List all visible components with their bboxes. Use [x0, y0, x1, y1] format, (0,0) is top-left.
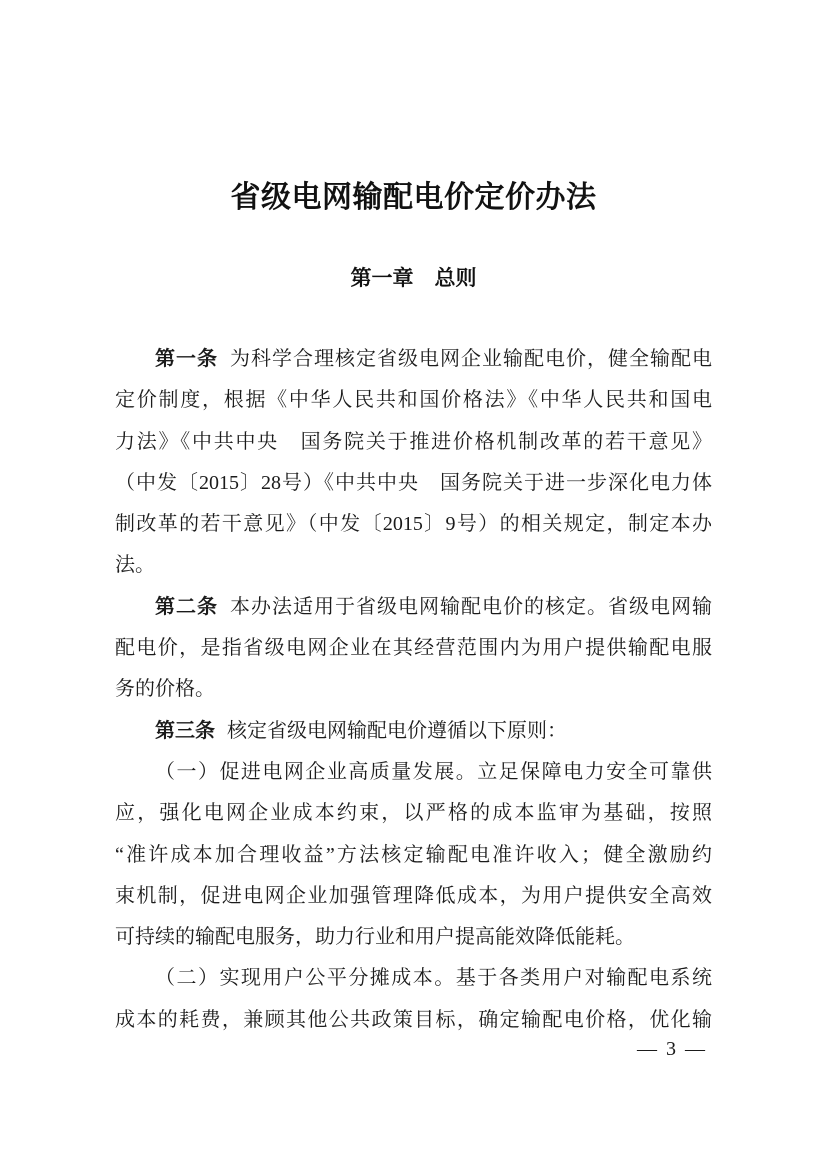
article-label: 第二条: [155, 595, 218, 618]
paragraph-line: [115, 669, 712, 710]
line-text: 定价制度，根据《中华人民共和国价格法》《中华人民共和国电: [115, 389, 712, 412]
line-text: 力法》《中共中央 国务院关于推进价格机制改革的若干意见》: [115, 430, 712, 453]
line-text: 成本的耗费，兼顾其他公共政策目标，确定输配电价格，优化输: [115, 1008, 712, 1031]
line-text: 本办法适用于省级电网输配电价的核定。省级电网输: [230, 595, 712, 618]
paragraph-line: [115, 1000, 712, 1041]
paragraph-line: [115, 628, 712, 669]
paragraph-line: [115, 504, 712, 545]
line-text: “准许成本加合理收益”方法核定输配电准许收入；健全激励约: [115, 843, 712, 866]
article-label: 第三条: [155, 719, 215, 742]
line-text: 核定省级电网输配电价遵循以下原则：: [227, 719, 567, 742]
document-body: [115, 339, 712, 1041]
paragraph-line: [115, 463, 712, 504]
line-text: 束机制，促进电网企业加强管理降低成本，为用户提供安全高效: [115, 884, 712, 907]
line-text: 制改革的若干意见》（中发〔2015〕9号）的相关规定，制定本办: [115, 513, 712, 536]
line-text: （中发〔2015〕28号）《中共中央 国务院关于进一步深化电力体: [115, 471, 712, 494]
page-number: — 3 —: [637, 1038, 707, 1060]
paragraph-line: [115, 380, 712, 421]
paragraph-line: [115, 752, 712, 793]
paragraph-line: [115, 422, 712, 463]
paragraph-line: [115, 711, 712, 752]
paragraph-line: [115, 917, 712, 958]
paragraph-line: [115, 793, 712, 834]
line-text: 可持续的输配电服务，助力行业和用户提高能效降低能耗。: [115, 926, 635, 949]
chapter-heading: 第一章 总则: [350, 266, 477, 290]
line-text: （二）实现用户公平分摊成本。基于各类用户对输配电系统: [155, 967, 712, 990]
line-text: 为科学合理核定省级电网企业输配电价，健全输配电: [230, 348, 712, 370]
paragraph-line: [115, 835, 712, 876]
document-title: 省级电网输配电价定价办法: [230, 181, 597, 214]
paragraph-line: [115, 587, 712, 628]
line-text: （一）促进电网企业高质量发展。立足保障电力安全可靠供: [155, 760, 712, 783]
line-text: 务的价格。: [115, 678, 215, 701]
line-text: 应，强化电网企业成本约束，以严格的成本监审为基础，按照: [115, 802, 712, 825]
paragraph-line: [115, 876, 712, 917]
paragraph-line: [115, 545, 712, 586]
paragraph-line: [115, 958, 712, 999]
article-label: 第一条: [155, 348, 218, 370]
line-text: 法。: [115, 554, 155, 577]
line-text: 配电价，是指省级电网企业在其经营范围内为用户提供输配电服: [115, 637, 712, 660]
paragraph-line: [115, 339, 712, 380]
